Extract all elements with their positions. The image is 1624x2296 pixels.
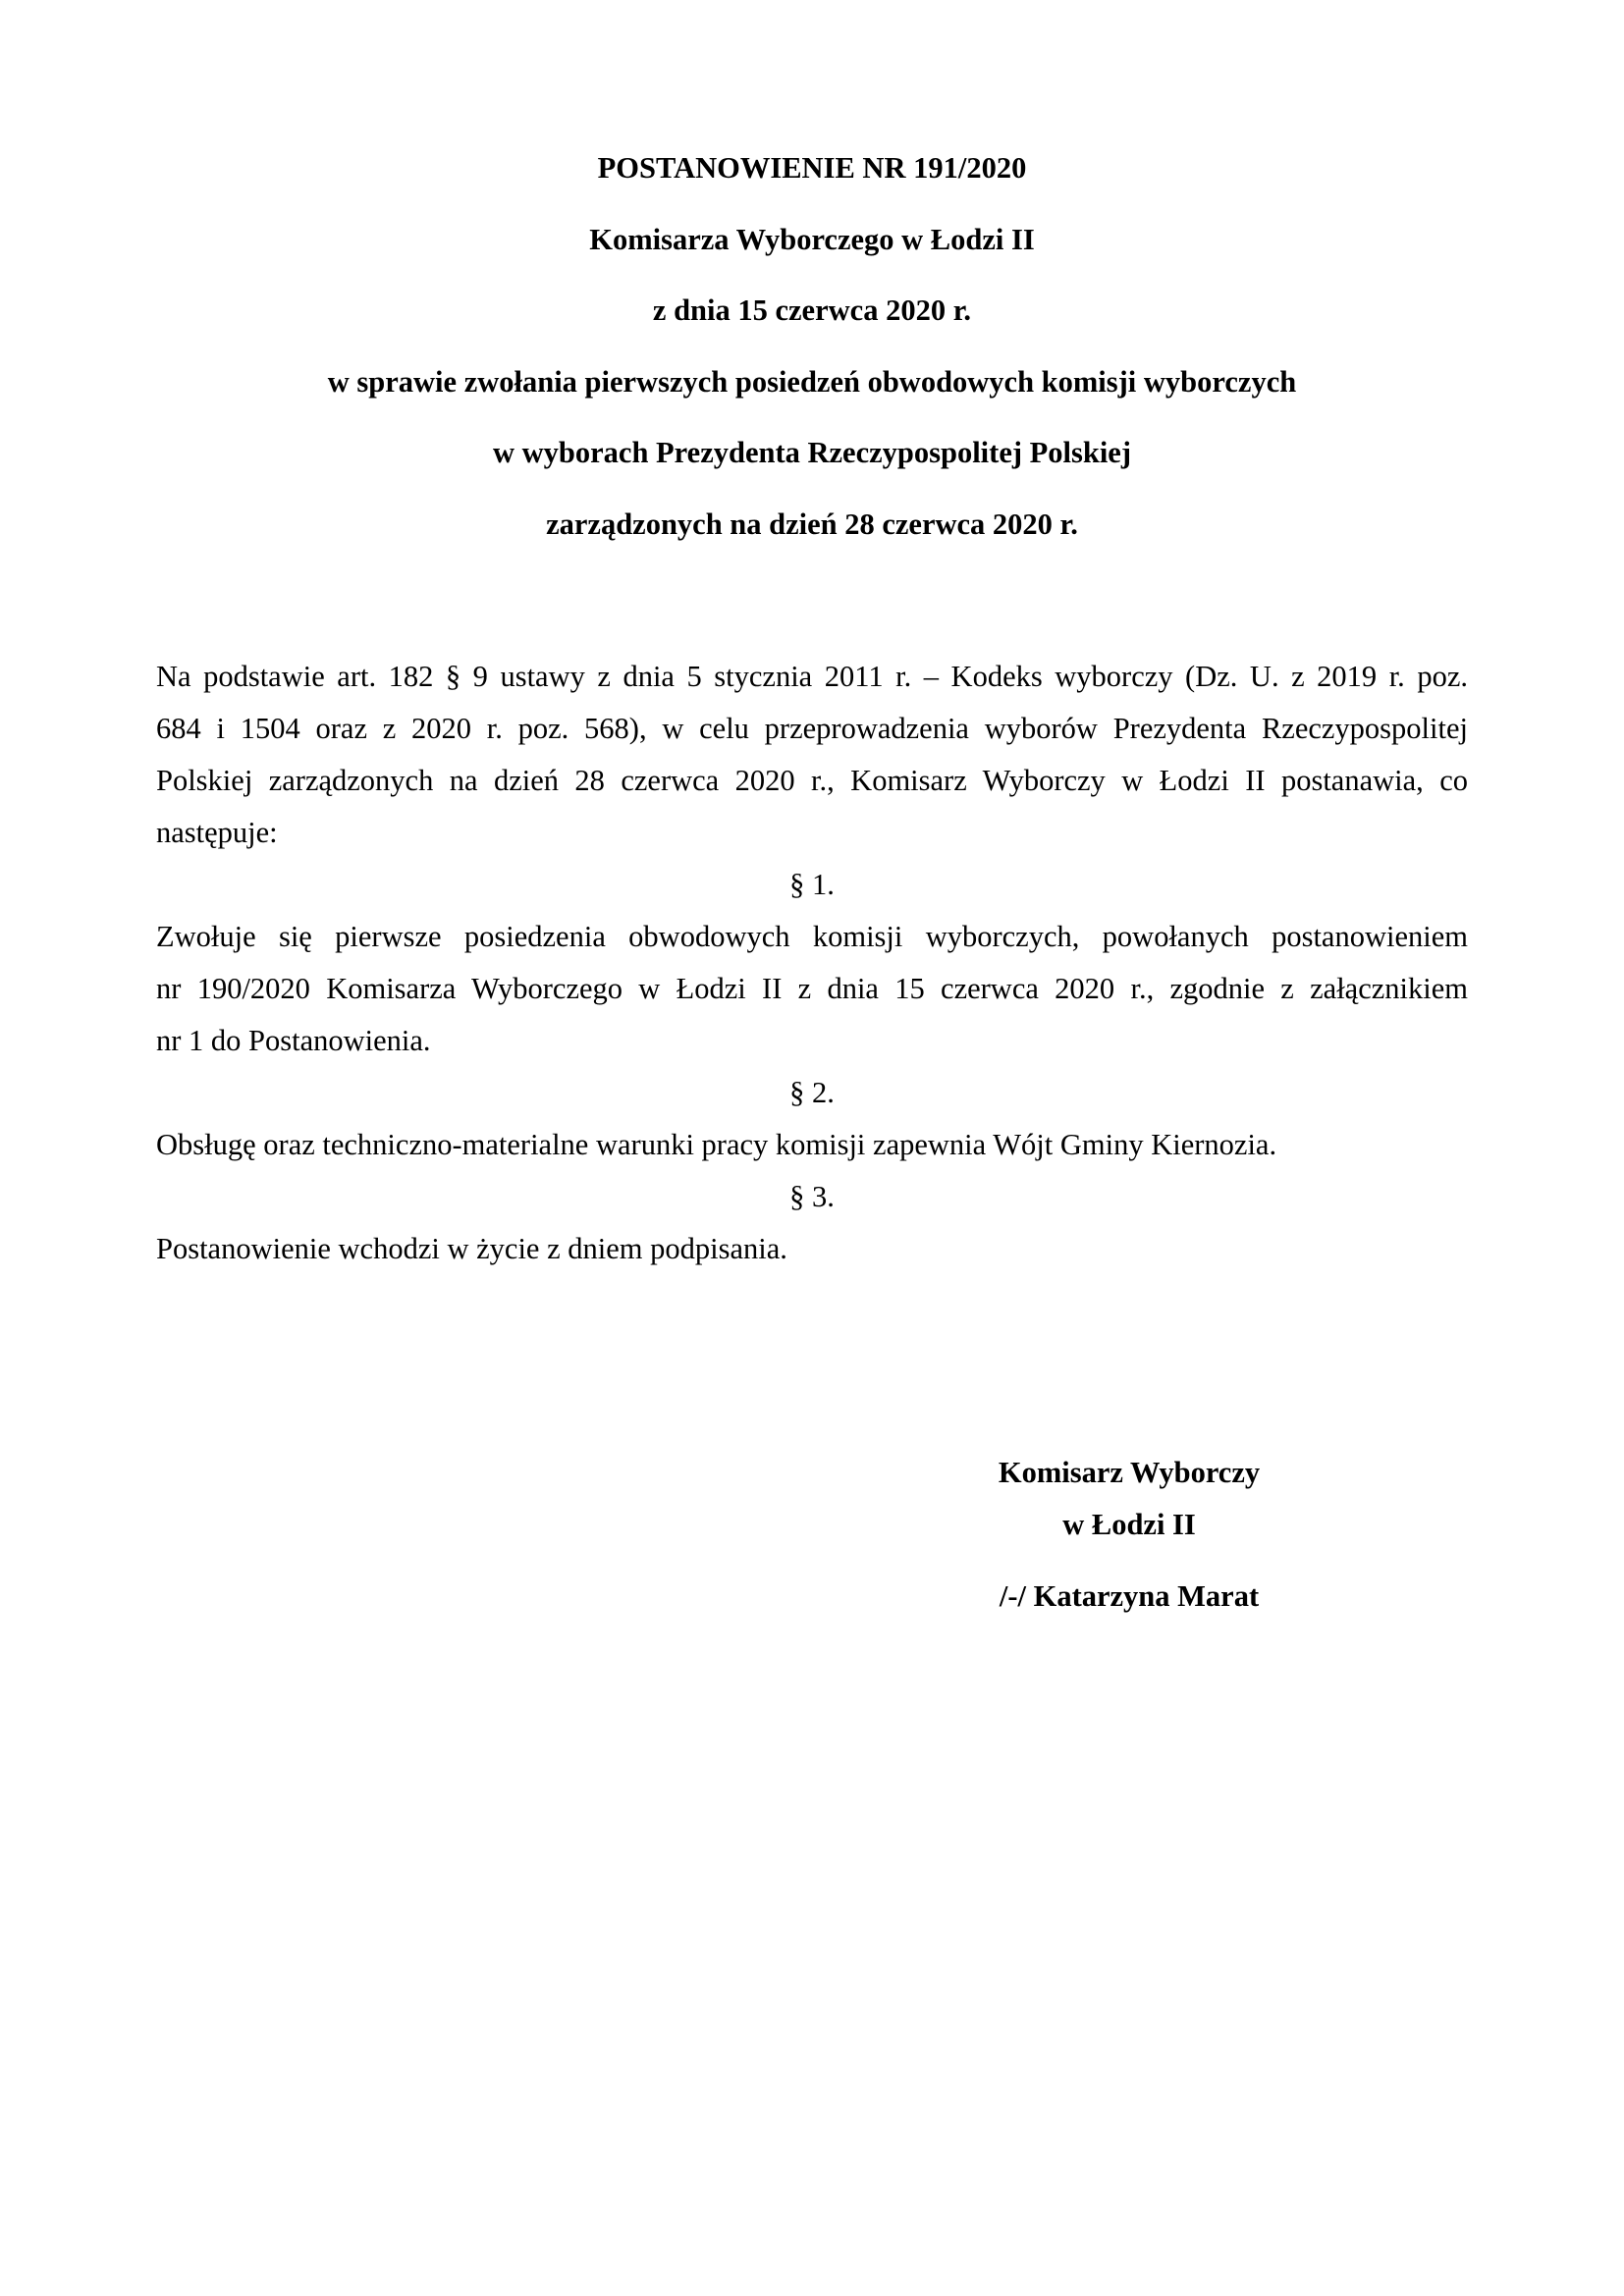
preamble-line: Polskiej zarządzonych na dzień 28 czerwca 2020 r., Komisarz Wyborczy w Łodzi II postanawia, co [156, 764, 1468, 797]
issuing-authority: Komisarza Wyborczego w Łodzi II [589, 222, 1035, 256]
signature-name: /-/ Katarzyna Marat [999, 1579, 1260, 1613]
decision-subject-election: w wyborach Prezydenta Rzeczypospolitej Polskiej [493, 436, 1131, 469]
document-body [156, 651, 1468, 1275]
section-1-paragraph [156, 911, 1468, 1067]
section-2-mark: § 2. [789, 1076, 835, 1109]
signature-office: w Łodzi II [1062, 1508, 1196, 1541]
preamble-line: następuje: [156, 816, 278, 849]
document-header [0, 150, 1624, 577]
preamble-line: 684 i 1504 oraz z 2020 r. poz. 568), w celu przeprowadzenia wyborów Prezydenta Rzeczypospolitej [156, 712, 1468, 745]
signature-title: Komisarz Wyborczy [998, 1456, 1261, 1489]
section-1-line: Zwołuje się pierwsze posiedzenia obwodowych komisji wyborczych, powołanych postanowieniem [156, 920, 1468, 953]
decision-number: POSTANOWIENIE NR 191/2020 [597, 151, 1027, 185]
section-3-mark: § 3. [789, 1180, 835, 1213]
section-2-paragraph: Obsługę oraz techniczno-materialne warunki pracy komisji zapewnia Wójt Gminy Kiernozia. [156, 1128, 1277, 1161]
section-3-paragraph: Postanowienie wchodzi w życie z dniem podpisania. [156, 1232, 787, 1265]
decision-date: z dnia 15 czerwca 2020 r. [652, 294, 972, 327]
preamble-line: Na podstawie art. 182 § 9 ustawy z dnia 5 stycznia 2011 r. – Kodeks wyborczy (Dz. U. z 2019 r. poz. [156, 660, 1468, 693]
decision-subject-date: zarządzonych na dzień 28 czerwca 2020 r. [546, 507, 1078, 541]
signature-block [923, 1447, 1335, 1623]
section-1-line: nr 190/2020 Komisarza Wyborczego w Łodzi II z dnia 15 czerwca 2020 r., zgodnie z załącznikiem [156, 972, 1468, 1005]
decision-subject: w sprawie zwołania pierwszych posiedzeń obwodowych komisji wyborczych [327, 364, 1297, 399]
section-1-mark: § 1. [789, 868, 835, 901]
preamble-paragraph [156, 651, 1468, 859]
section-1-line: nr 1 do Postanowienia. [156, 1024, 431, 1057]
